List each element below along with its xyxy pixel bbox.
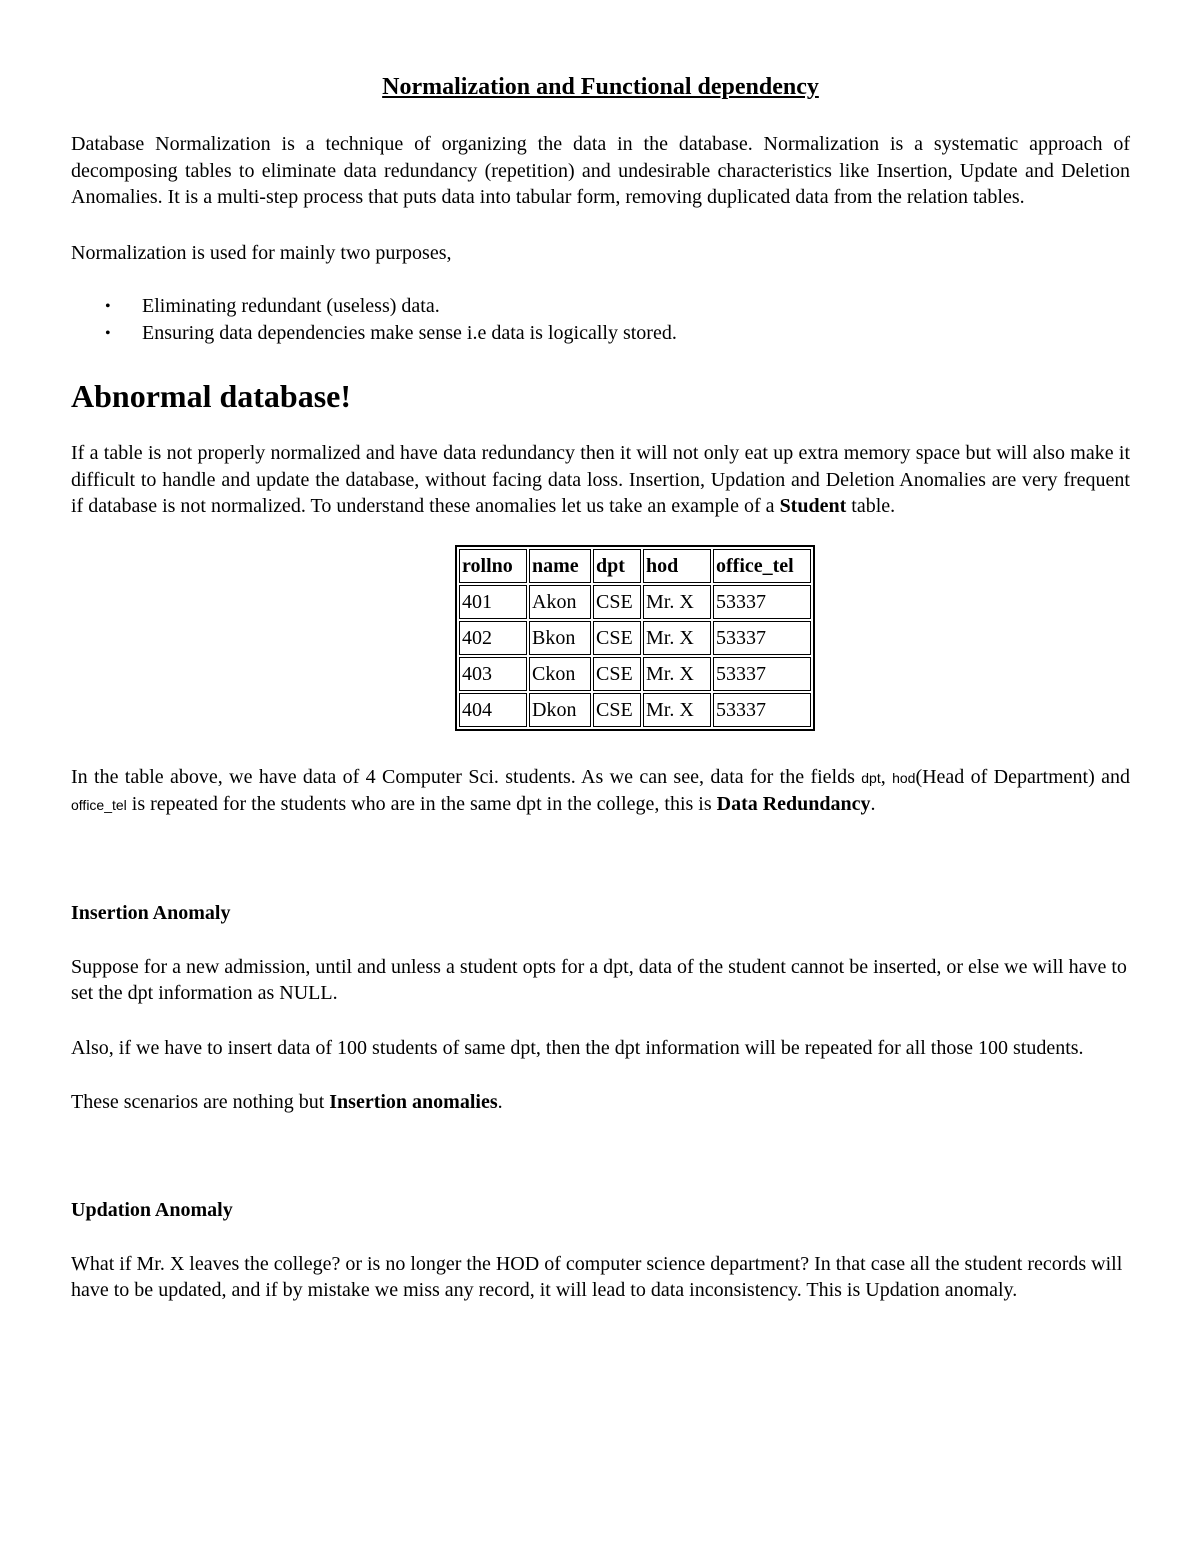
abnormal-heading: Abnormal database! <box>71 378 352 414</box>
list-item-text: Eliminating redundant (useless) data. <box>142 295 440 317</box>
table-row <box>459 693 811 727</box>
column-header-dpt: dpt <box>593 549 641 583</box>
purposes-list <box>71 293 1130 347</box>
insertion-heading: Insertion Anomaly <box>71 901 231 924</box>
abnormal-text-bold: Student <box>779 495 847 517</box>
abnormal-text-after: table. <box>846 495 896 517</box>
table-cell: Mr. X <box>643 657 711 691</box>
table-cell: 53337 <box>713 693 811 727</box>
table-cell: Mr. X <box>643 585 711 619</box>
table-cell: 403 <box>459 657 527 691</box>
table-cell: CSE <box>593 585 641 619</box>
list-item <box>71 320 1130 347</box>
intro-paragraph: Database Normalization is a technique of organizing the data in the database. Normalization is a systematic approach of decomposing tables to eliminate data redundancy (repetition) and undesirable characteristics like Insertion, Update and Deletion Anomalies. It is a multi-step process that puts data into tabular form, removing duplicated data from the relation tables. <box>71 133 1130 208</box>
redundancy-part2: (Head of Department) and <box>915 765 1130 788</box>
table-cell: Mr. X <box>643 693 711 727</box>
document-page <box>71 72 1130 1304</box>
table-row <box>459 621 811 655</box>
list-item <box>71 293 1130 320</box>
page-title: Normalization and Functional dependency <box>382 74 819 100</box>
bullet-icon: • <box>105 298 111 315</box>
table-cell: 53337 <box>713 585 811 619</box>
redundancy-bold: Data Redundancy <box>716 793 871 815</box>
table-cell: 402 <box>459 621 527 655</box>
table-cell: Dkon <box>529 693 591 727</box>
student-table <box>455 545 815 731</box>
insertion-p3-after: . <box>497 1091 503 1113</box>
student-table-container <box>71 545 1130 731</box>
updation-heading: Updation Anomaly <box>71 1198 233 1221</box>
table-cell: 401 <box>459 585 527 619</box>
column-header-hod: hod <box>643 549 711 583</box>
table-cell: Akon <box>529 585 591 619</box>
insertion-p3-before: These scenarios are nothing but <box>71 1091 330 1113</box>
abnormal-paragraph <box>71 440 1130 520</box>
table-cell: CSE <box>593 621 641 655</box>
table-header-row <box>459 549 811 583</box>
insertion-paragraph-2: Also, if we have to insert data of 100 students of same dpt, then the dpt information will be repeated for all those 100 students. <box>71 1036 1084 1059</box>
table-cell: Bkon <box>529 621 591 655</box>
column-header-name: name <box>529 549 591 583</box>
bullet-icon: • <box>105 325 111 342</box>
redundancy-paragraph <box>71 764 1130 819</box>
table-cell: 53337 <box>713 621 811 655</box>
table-cell: Mr. X <box>643 621 711 655</box>
redundancy-end: . <box>870 793 876 815</box>
redundancy-part1: In the table above, we have data of 4 Computer Sci. students. As we can see, data for the fields <box>71 765 862 788</box>
column-header-office-tel: office_tel <box>713 549 811 583</box>
column-header-rollno: rollno <box>459 549 527 583</box>
abnormal-text-before: If a table is not properly normalized and have data redundancy then it will not only eat up extra memory space but will also make it difficult to handle and update the database, without facing data loss. Insertion, Updation and Deletion Anomalies are very frequent if database is not normalized. To understand these anomalies let us take an example of a <box>71 442 1130 517</box>
insertion-paragraph-3 <box>71 1089 1130 1116</box>
list-item-text: Ensuring data dependencies make sense i.e data is logically stored. <box>142 322 677 344</box>
insertion-paragraph-1: Suppose for a new admission, until and unless a student opts for a dpt, data of the student cannot be inserted, or else we will have to set the dpt information as NULL. <box>71 955 1127 1004</box>
redundancy-part3: is repeated for the students who are in the same dpt in the college, this is <box>126 793 717 815</box>
purposes-lead: Normalization is used for mainly two purposes, <box>71 241 452 264</box>
field-office-tel: office_tel <box>71 797 127 813</box>
table-cell: Ckon <box>529 657 591 691</box>
table-row <box>459 585 811 619</box>
table-cell: CSE <box>593 693 641 727</box>
updation-paragraph: What if Mr. X leaves the college? or is no longer the HOD of computer science department? In that case all the student records will have to be updated, and if by mistake we miss any record, it will lead to data inconsistency. This is Updation anomaly. <box>71 1252 1123 1301</box>
table-cell: 404 <box>459 693 527 727</box>
field-hod: hod <box>892 769 916 786</box>
field-dpt: dpt <box>861 769 881 786</box>
table-cell: CSE <box>593 657 641 691</box>
redundancy-sep1: , <box>880 765 893 788</box>
table-cell: 53337 <box>713 657 811 691</box>
insertion-p3-bold: Insertion anomalies <box>329 1091 498 1113</box>
table-row <box>459 657 811 691</box>
